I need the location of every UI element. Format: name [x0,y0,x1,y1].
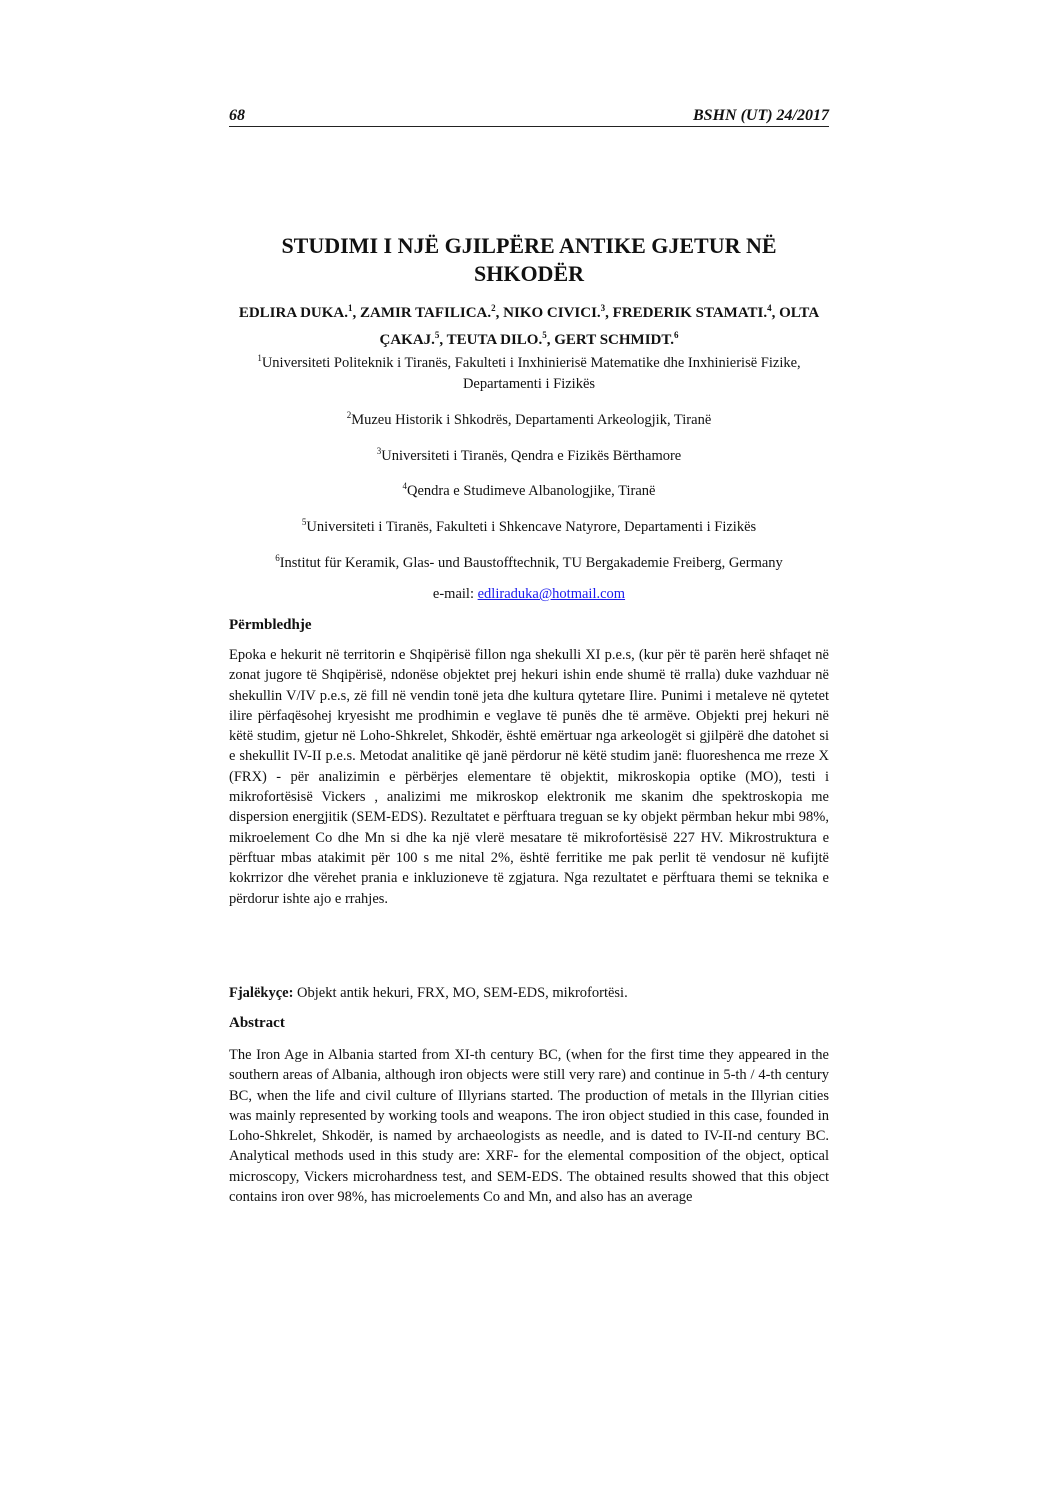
summary-heading: Përmbledhje [229,617,312,633]
keywords [229,985,829,1002]
author: GERT SCHMIDT.$^6$ [554,330,679,348]
summary-text: Epoka e hekurit në territorin e Shqipërisë fillon nga shekulli XI p.e.s, (kur për të parën herë shfaqet në zonat jugore të Shqipërisë, ndonëse objektet prej hekuri ishin ende shumë të rralla) duke vazhduar në shekullin V/IV p.e.s, zë fill në vendin tonë jeta dhe kultura qytetare Ilire. Punimi i metaleve në qytetet ilire përfaqësohej kryesisht me prodhimin e veglave të punës dhe të armëve. Objekti prej hekuri në këtë studim, gjetur në Loho-Shkrelet, Shkodër, është emërtuar nga arkeologët si gjilpërë dhe datohet si e shekullit IV-II p.e.s. Metodat analitike që janë përdorur në këtë studim janë: fluoreshenca me rreze X (FRX) - për analizimin e përbërjes elementare të objektit, mikroskopia optike (MO), testi i mikrofortësisë Vickers , analizimi me mikroskop elektronik me skanim dhe spektroskopia me dispersion energjitik (SEM-EDS). Rezultatet e përftuara treguan se ky objekt përmban hekur mbi 98%, mikroelement Co dhe Mn si dhe ka një vlerë mesatare të mikrofortësisë 227 HV. Mikrostruktura e përftuar mbas atakimit për 100 s me nital 2%, është ferritike me pak perlit të vendosur në kufijtë kokrrizor dhe vërehet prania e inkluzioneve të zgjatura. Nga rezultatet e përftuara themi se teknika e përdorur ishte ajo e rrahjes. [229,647,829,907]
keywords-text: Objekt antik hekuri, FRX, MO, SEM-EDS, mikrofortësi. [297,985,628,1001]
paper-title: STUDIMI I NJË GJILPËRE ANTIKE GJETUR NË SHKODËR [281,233,777,286]
affiliation: $^5$Universiteti i Tiranës, Fakulteti i Shkencave Natyrore, Departamenti i Fizikës [301,517,757,536]
contact-email [229,584,829,605]
author: FREDERIK STAMATI.$^4$ [612,303,772,321]
keywords-label: Fjalëkyçe: [229,985,294,1001]
running-header [229,104,829,127]
affiliations [229,348,829,605]
affiliation: $^6$Institut für Keramik, Glas- und Baustofftechnik, TU Bergakademie Freiberg, Germany [275,553,783,571]
abstract-heading: Abstract [229,1015,285,1031]
affiliation: $^2$Muzeu Historik i Shkodrës, Departamenti Arkeologjik, Tiranë [346,409,712,428]
author: TEUTA DILO.$^5$ [446,330,547,348]
journal-name: BSHN (UT) 24/2017 [693,107,829,124]
author: OLTA ÇAKAJ.$^5$ [379,305,820,348]
author: EDLIRA DUKA.$^1$ [238,303,353,321]
page-number: 68 [229,107,245,124]
affiliation: $^4$Qendra e Studimeve Albanologjike, Tiranë [402,481,656,500]
author-list: EDLIRA DUKA.$^1$, ZAMIR TAFILICA.$^2$, NIKO CIVICI.$^3$, FREDERIK STAMATI.$^4$, OLTA ÇAKAJ.$^5$, TEUTA DILO.$^5$, GERT SCHMIDT.$^6$ [238,303,820,348]
author: ZAMIR TAFILICA.$^2$ [360,303,496,321]
affiliation: $^3$Universiteti i Tiranës, Qendra e Fizikës Bërthamore [376,445,682,464]
email-label: e-mail: [432,585,474,602]
abstract-text: The Iron Age in Albania started from XI-th century BC, (when for the first time they appeared in the southern areas of Albania, although iron objects were still very rare) and continue in 5-th / 4-th century BC, when the life and civil culture of Illyrians started. The production of metals in the Illyrian cities was mainly represented by working tools and weapons. The iron object studied in this case, founded in Loho-Shkrelet, Shkodër, is named by archaeologists as needle, and is dated to IV-II-nd century BC. Analytical methods used in this study are: XRF- for the elemental composition of the object, optical microscopy, Vickers microhardness test, and SEM-EDS. The obtained results showed that this object contains iron over 98%, has microelements Co and Mn, and also has an average [229,1047,829,1206]
author: NIKO CIVICI.$^3$ [503,303,606,321]
affiliation: $^1$Universiteti Politeknik i Tiranës, Fakulteti i Inxhinierisë Matematike dhe Inxhinierisë Fizike, Departamenti i Fizikës [257,353,801,392]
email-link[interactable]: edliraduka@hotmail.com [477,585,626,602]
